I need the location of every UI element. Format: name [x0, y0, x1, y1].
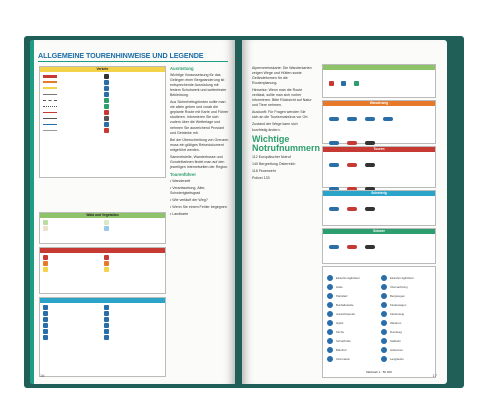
- scale-text: Maßstab 1 : 50 000: [366, 370, 392, 374]
- difficulty-symbol: [347, 245, 357, 249]
- direction-icon: [43, 261, 48, 266]
- page-heading: ALLGEMEINE TOURENHINWEISE UND LEGENDE: [38, 51, 204, 60]
- start-icon: [104, 255, 109, 260]
- paragraph: Sammelstelle, Wanderbusse und Gondelbahnen findet man auf den jeweiligen Internetseiten der Region.: [170, 154, 229, 169]
- list-item: • Wanderzeit: [170, 178, 191, 183]
- paragraph: Auskunft: Für Fragen wenden Sie sich an die Tourismusbüros vor Ort.: [252, 110, 309, 120]
- info-icon: [327, 356, 333, 362]
- marker-icon: [354, 81, 359, 86]
- church-icon: [327, 329, 333, 335]
- section-heading: Ausrüstung: [170, 66, 194, 71]
- footpath-symbol: [43, 106, 57, 107]
- legend-wege: [39, 247, 166, 294]
- icon-column-left: Einkehrmöglichkeit Hütte Parkplatz Bushaltestelle Aussichtspunkt Gipfel Kirche Schutzhütte Bahnhof Information: [327, 273, 379, 363]
- page-side-stripe: [30, 40, 34, 384]
- list-item: • Landkarte: [170, 212, 189, 217]
- marker-icon: [329, 81, 334, 86]
- legend-wald: [39, 212, 166, 244]
- camp-icon: [104, 104, 109, 109]
- legend-top: [322, 64, 436, 98]
- trail-symbol: [43, 100, 57, 101]
- icon-legend: [322, 266, 436, 378]
- route-marker-icon: [43, 255, 48, 260]
- variant-icon: [104, 261, 109, 266]
- difficulty-bar: Wanderweg: [323, 101, 435, 106]
- playground-icon: [104, 323, 109, 328]
- difficulty-box-3: [322, 190, 436, 226]
- track-symbol: [43, 130, 57, 131]
- road-symbol: [43, 87, 57, 89]
- difficulty-box-2: [322, 146, 436, 188]
- cave-icon: [43, 317, 48, 322]
- restaurant-icon: [43, 329, 48, 334]
- icon-column-right: Einkehrmöglichkeit Übernachtung Bergsteigen Kinderwagen Klettersteig Wandern Rundweg Seilbahn Hüttentour Langlaufen: [381, 273, 433, 363]
- page-number: 17: [432, 373, 437, 378]
- difficulty-symbol: [329, 207, 339, 211]
- difficulty-symbol: [365, 207, 375, 211]
- hut-icon: [327, 284, 333, 290]
- chapel-icon: [104, 311, 109, 316]
- meadow-swatch: [104, 220, 109, 225]
- railway-icon: [104, 74, 109, 79]
- loop-icon: [381, 329, 387, 335]
- restaurant-icon: [327, 275, 333, 281]
- difficulty-bar: Touren: [323, 147, 435, 152]
- route-symbol: [43, 112, 57, 113]
- difficulty-symbol: [365, 141, 375, 145]
- sub-heading: Tourenführer: [170, 171, 196, 177]
- difficulty-bar: Schwierig: [323, 191, 435, 196]
- toilet-icon: [104, 335, 109, 340]
- list-item: • Verantwortung, Alter, Schwierigkeitsgrad: [170, 185, 206, 196]
- emergency-line: 118 Feuerwehr: [252, 168, 276, 173]
- emergency-heading: Wichtige Notrufnummern: [252, 133, 320, 153]
- heading-divider: [38, 61, 228, 62]
- paragraph: Alpenvereinskarte: Die Wanderkarten zeigen Wege und Hütten sowie Geländeformen für die Routenplanung.: [252, 66, 312, 86]
- parking-icon: [104, 92, 109, 97]
- bus-icon: [104, 86, 109, 91]
- forest-swatch: [43, 220, 48, 225]
- path-symbol: [43, 94, 57, 95]
- peak-icon: [104, 128, 109, 133]
- marker-icon: [341, 81, 346, 86]
- danger-icon: [104, 267, 109, 272]
- cable-car-icon: [104, 80, 109, 85]
- difficulty-bar: Schwer: [323, 229, 435, 234]
- difficulty-symbol: [347, 207, 357, 211]
- list-item: • Wenn Sie einem Fehler begegnen: [170, 205, 227, 210]
- viewpoint-icon: [104, 122, 109, 127]
- castle-icon: [43, 311, 48, 316]
- cable-car-icon: [381, 338, 387, 344]
- road-symbol: [43, 81, 57, 83]
- climbing-icon: [381, 293, 387, 299]
- shop-icon: [43, 335, 48, 340]
- shortcut-icon: [43, 267, 48, 272]
- difficulty-symbol: [365, 117, 375, 121]
- difficulty-symbol: [347, 141, 357, 145]
- waterfall-icon: [104, 317, 109, 322]
- paragraph: Hinweise: Wenn man die Route verlässt, sollte man sich vorher informieren. Bitte Rücksicht auf Natur und Tiere nehmen.: [252, 88, 312, 108]
- legend-title: Verkehr: [40, 67, 165, 72]
- dining-icon: [381, 275, 387, 281]
- info-icon: [43, 305, 48, 310]
- difficulty-box-4: [322, 228, 436, 264]
- parking-icon: [327, 293, 333, 299]
- hut-icon: [104, 98, 109, 103]
- train-icon: [327, 347, 333, 353]
- difficulty-symbol: [329, 245, 339, 249]
- water-swatch: [104, 226, 109, 231]
- difficulty-symbol: [365, 245, 375, 249]
- difficulty-symbol: [329, 141, 339, 145]
- difficulty-symbol: [347, 163, 357, 167]
- museum-icon: [104, 305, 109, 310]
- legend-verkehr: [39, 66, 166, 178]
- right-text-column: [252, 66, 320, 183]
- paragraph: Zustand der Wege kann sich kurzfristig ändern.: [252, 122, 298, 132]
- list-item: • Wie verläuft der Weg?: [170, 198, 208, 203]
- stroller-icon: [381, 302, 387, 308]
- skiing-icon: [381, 356, 387, 362]
- emergency-line: Polizei 133: [252, 175, 270, 180]
- border-symbol: [43, 118, 57, 119]
- via-ferrata-icon: [381, 311, 387, 317]
- summit-icon: [327, 320, 333, 326]
- hut-tour-icon: [381, 347, 387, 353]
- right-page: [242, 40, 447, 384]
- left-text-column: [170, 66, 230, 219]
- difficulty-symbol: [347, 117, 357, 121]
- left-page: [30, 40, 235, 384]
- emergency-line: 112 Europäischer Notruf: [252, 154, 291, 159]
- bed-icon: [381, 284, 387, 290]
- paragraph: Aus Sicherheitsgründen sollte man nie allein gehen und vorab die geplante Route mit Karte und Führer studieren. Informieren Sie sich zudem über die Wetterlage und nehmen Sie ausreichend Proviant und Getränke mit.: [170, 100, 229, 135]
- hiking-icon: [381, 320, 387, 326]
- hotel-icon: [104, 329, 109, 334]
- legend-poi: [39, 297, 166, 377]
- difficulty-symbol: [383, 117, 393, 121]
- rock-swatch: [43, 226, 48, 231]
- river-symbol: [43, 124, 57, 125]
- difficulty-symbol: [329, 163, 339, 167]
- legend-title: Wald und Vegetation: [40, 213, 165, 218]
- viewpoint-icon: [327, 311, 333, 317]
- page-number: 16: [40, 373, 45, 378]
- church-icon: [104, 110, 109, 115]
- difficulty-symbol: [329, 117, 339, 121]
- paragraph: Bei der Überschreitung von Grenzen muss ein gültiges Reisedokument mitgeführt werden.: [170, 137, 229, 152]
- bus-icon: [327, 302, 333, 308]
- paragraph: Wichtige Voraussetzung für das Gelingen einer Bergwanderung ist entsprechende Ausrüstung mit festem Schuhwerk und wetterfester Bekleidung.: [170, 73, 227, 98]
- difficulty-symbol: [365, 163, 375, 167]
- highway-symbol: [43, 75, 57, 78]
- bathing-icon: [43, 323, 48, 328]
- shelter-icon: [327, 338, 333, 344]
- difficulty-box-1: [322, 100, 436, 144]
- emergency-line: 140 Bergrettung Österreich: [252, 161, 296, 166]
- ruin-icon: [104, 116, 109, 121]
